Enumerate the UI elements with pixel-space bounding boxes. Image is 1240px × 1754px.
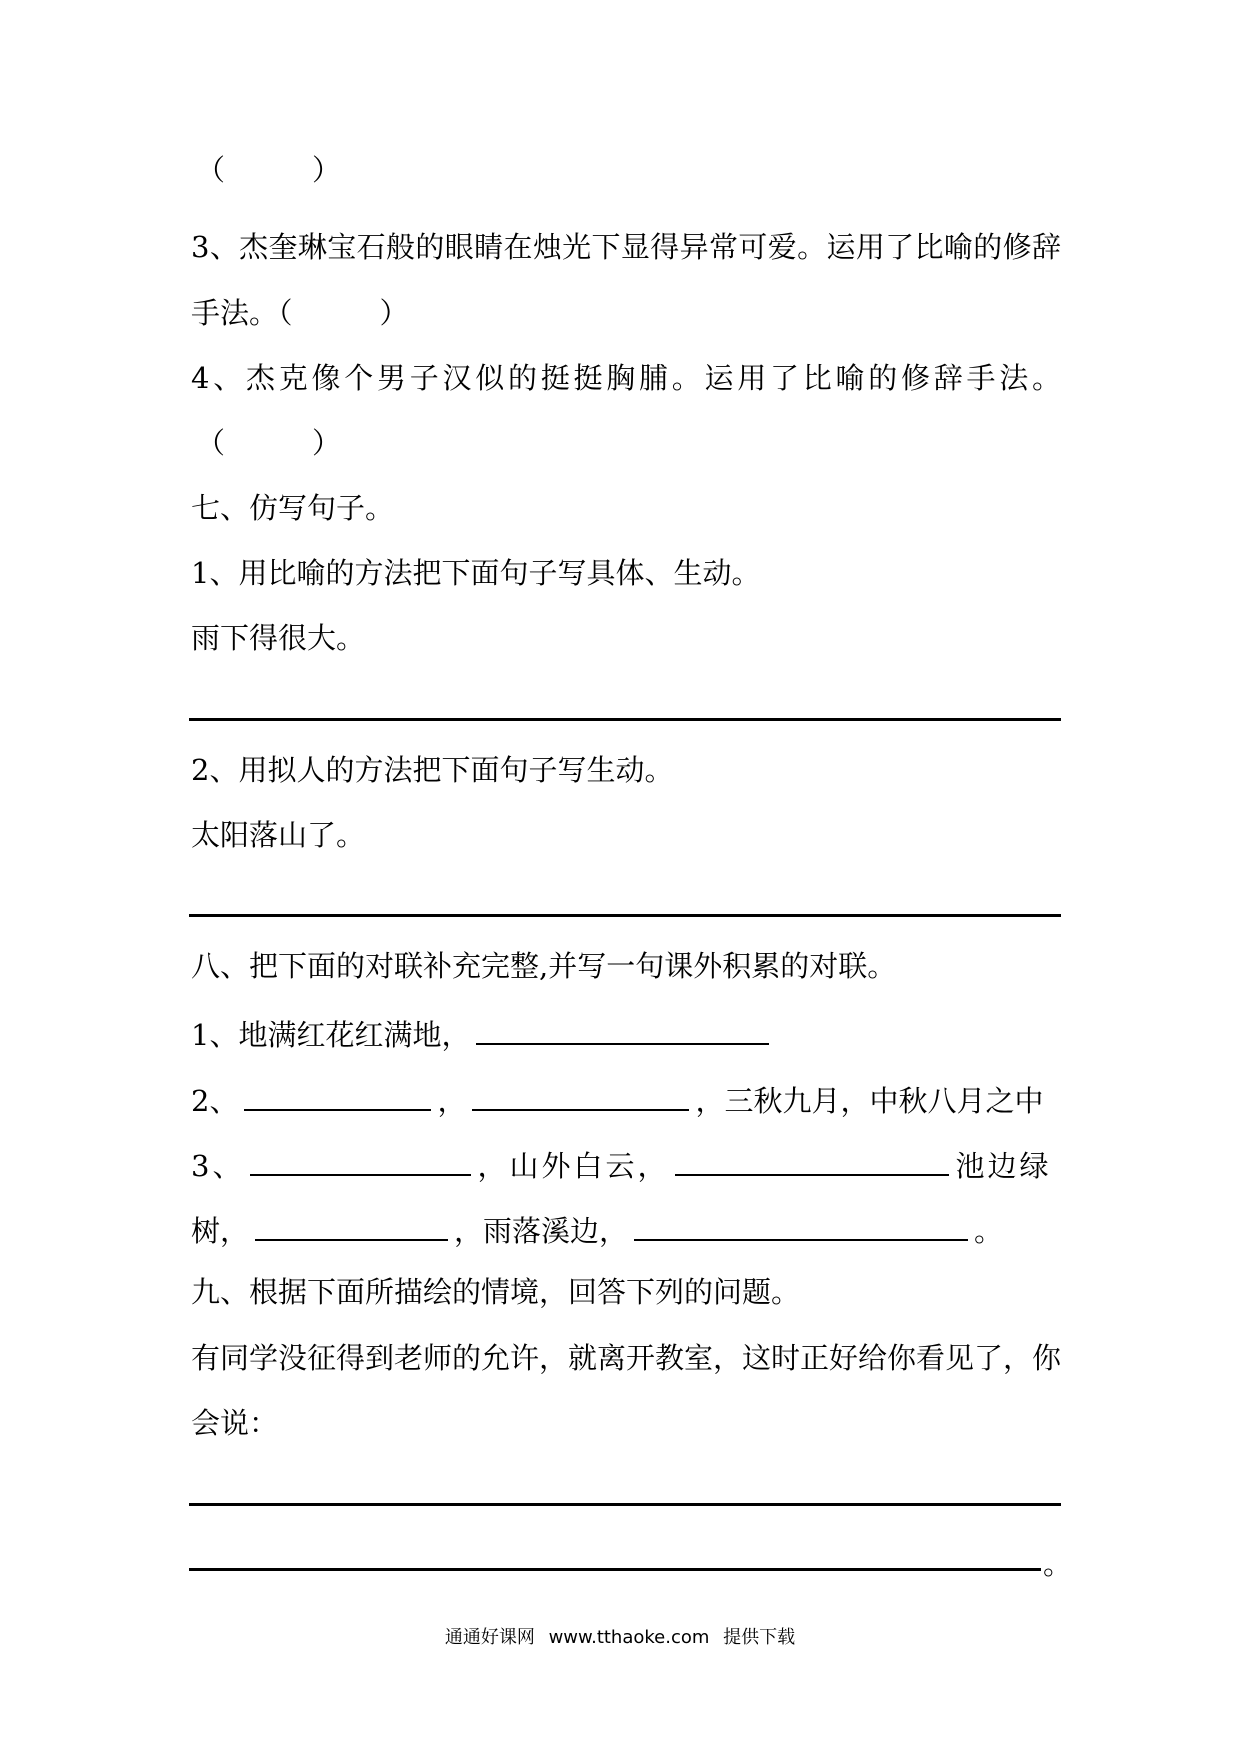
couplet-3-line2-end: 。 <box>974 1214 1004 1248</box>
couplet-3-num: 3、 <box>191 1149 245 1183</box>
section7-q1-prompt: 1、用比喻的方法把下面句子写具体、生动。 <box>191 556 761 590</box>
couplet-3-part1: ，山外白云， <box>477 1149 670 1183</box>
couplet-1-blank[interactable] <box>476 1013 769 1045</box>
couplet-1 <box>191 1013 775 1053</box>
footer-site-name: 通通好课网 <box>444 1627 535 1648</box>
couplet-3-line1 <box>191 1144 1051 1184</box>
couplet-3-line2 <box>191 1209 1003 1249</box>
section9-heading: 九、根据下面所描绘的情境，回答下列的问题。 <box>191 1275 801 1309</box>
section7-q2-sentence: 太阳落山了。 <box>191 818 366 852</box>
section7-q2-prompt: 2、用拟人的方法把下面句子写生动。 <box>191 753 674 787</box>
couplet-3-blank-1[interactable] <box>250 1144 471 1176</box>
couplet-3-line2-start: 树， <box>191 1214 250 1248</box>
section7-heading: 七、仿写句子。 <box>191 491 395 525</box>
couplet-2-sep: ， <box>437 1084 467 1118</box>
item3-line1: 3、杰奎琳宝石般的眼睛在烛光下显得异常可爱。运用了比喻的修辞 <box>191 230 1061 264</box>
couplet-1-text: 1、地满红花红满地， <box>191 1018 471 1052</box>
section8-heading: 八、把下面的对联补充完整,并写一句课外积累的对联。 <box>191 949 897 983</box>
footer-url[interactable]: www.tthaoke.com <box>548 1627 710 1648</box>
couplet-2 <box>191 1079 1043 1119</box>
couplet-3-line2-mid: ，雨落溪边， <box>454 1214 629 1248</box>
section7-q1-answer-line[interactable] <box>189 718 1061 721</box>
couplet-2-tail: ，三秋九月，中秋八月之中 <box>695 1084 1044 1118</box>
couplet-2-num: 2、 <box>191 1084 239 1118</box>
item2-answer-paren: （ ） <box>196 153 342 187</box>
section9-answer-end: 。 <box>1043 1547 1073 1581</box>
footer-suffix: 提供下载 <box>723 1627 796 1648</box>
item4-answer-paren: （ ） <box>196 426 342 460</box>
item4-line1: 4、杰克像个男子汉似的挺挺胸脯。运用了比喻的修辞手法。 <box>191 361 1061 395</box>
couplet-3-part2: 池边绿 <box>955 1149 1052 1183</box>
section9-scenario-line1: 有同学没征得到老师的允许，就离开教室，这时正好给你看见了，你 <box>191 1341 1062 1375</box>
couplet-3-blank-2[interactable] <box>675 1144 949 1176</box>
couplet-3-blank-3[interactable] <box>255 1209 448 1241</box>
section9-scenario-line2: 会说： <box>191 1406 279 1440</box>
couplet-2-blank-1[interactable] <box>244 1079 431 1111</box>
page-footer <box>0 1626 1240 1650</box>
section7-q1-sentence: 雨下得很大。 <box>191 621 366 655</box>
section9-answer-line-2[interactable] <box>189 1568 1041 1571</box>
section7-q2-answer-line[interactable] <box>189 914 1061 917</box>
item3-line2: 手法。（ ） <box>191 296 409 330</box>
couplet-2-blank-2[interactable] <box>472 1079 689 1111</box>
couplet-3-blank-4[interactable] <box>634 1209 968 1241</box>
section9-answer-line-1[interactable] <box>189 1503 1061 1506</box>
